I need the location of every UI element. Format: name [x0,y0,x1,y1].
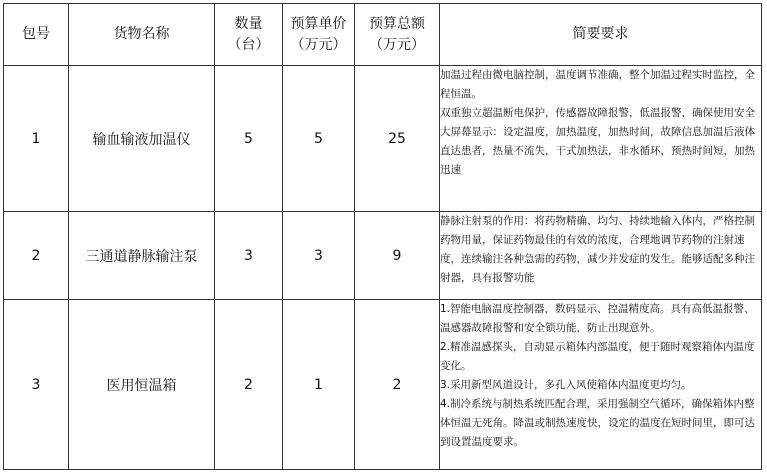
cell-total: 25 [355,66,440,212]
header-goods-name: 货物名称 [69,4,215,66]
table-row [4,212,762,300]
header-total [355,4,440,66]
requirement-line: 加温过程由微电脑控制，温度调节准确，整个加温过程实时监控，全程恒温。 [440,69,755,100]
cell-goods-name: 医用恒温箱 [69,300,215,470]
requirement-line: 4.制冷系统与制热系统匹配合理，采用强制空气循环，确保箱体内整体恒温无死角。降温或制热速度快，设定的温度在短时间里，即可达到设置温度要求。 [440,398,755,448]
cell-goods-name: 三通道静脉输注泵 [69,212,215,300]
header-row [4,4,762,66]
table-row [4,300,762,470]
requirement-line: 静脉注射泵的作用：将药物精确、均匀、持续地输入体内，严格控制药物用量，保证药物最佳的有效的浓度，合理地调节药物的注射速度，连续输注各种急需的药物，减少并发症的发生。能够适配多种注射器，具有报警功能 [440,215,755,284]
header-total-unit: （万元） [369,36,425,53]
cell-quantity: 5 [215,66,283,212]
requirement-line: 3.采用新型风道设计，多孔入风使箱体内温度更均匀。 [440,379,692,391]
cell-quantity: 2 [215,300,283,470]
header-quantity [215,4,283,66]
header-quantity-title: 数量 [234,15,263,32]
cell-package-no: 1 [4,66,69,212]
cell-unit-price: 1 [283,300,355,470]
procurement-table [3,3,762,470]
cell-total: 2 [355,300,440,470]
header-package-no: 包号 [4,4,69,66]
cell-total: 9 [355,212,440,300]
header-total-title: 预算总额 [369,15,425,32]
requirement-line: 1.智能电脑温度控制器，数码显示、控温精度高。具有高低温报警、温感器故障报警和安全锁功能，防止出现意外。 [440,303,755,334]
cell-unit-price: 3 [283,212,355,300]
cell-unit-price: 5 [283,66,355,212]
table-row [4,66,762,212]
header-unit-price-unit: （万元） [290,36,347,53]
cell-requirements [440,300,762,470]
cell-package-no: 3 [4,300,69,470]
requirement-line: 大屏幕显示：设定温度，加热温度，加热时间，故障信息加温后液体直达患者，热量不流失，干式加热法，非水循环，预热时间短，加热迅速 [440,126,755,176]
header-quantity-unit: （台） [227,36,270,53]
cell-requirements [440,212,762,300]
header-unit-price-title: 预算单价 [290,15,347,32]
cell-package-no: 2 [4,212,69,300]
cell-quantity: 3 [215,212,283,300]
requirement-line: 2.精准温感探头，自动显示箱体内部温度，便于随时观察箱体内温度变化。 [440,341,755,372]
header-requirements: 简要要求 [440,4,762,66]
header-unit-price [283,4,355,66]
cell-requirements [440,66,762,212]
cell-goods-name: 输血输液加温仪 [69,66,215,212]
requirement-line: 双重独立超温断电保护，传感器故障报警，低温报警，确保使用安全 [440,107,755,119]
